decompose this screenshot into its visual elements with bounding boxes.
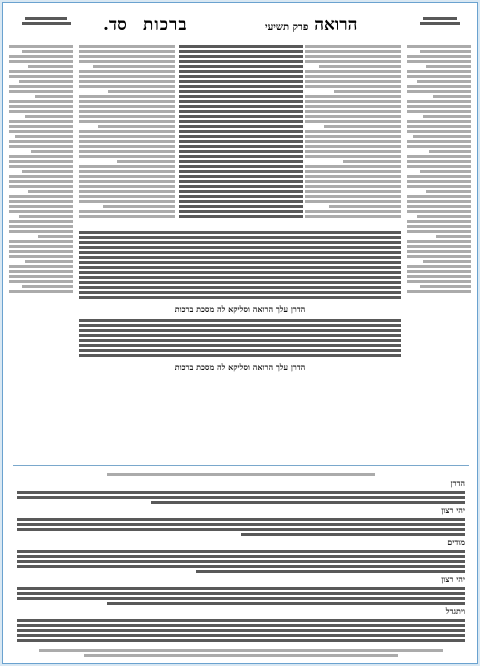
hadran-heading-2: הדרן עלך הרואה וסליקא לה מסכת ברכות [174, 362, 306, 372]
prayer-paragraph [17, 506, 465, 536]
talmud-page [2, 2, 478, 664]
chapter-name: הרואה [314, 15, 358, 35]
prayer-paragraph [17, 479, 465, 504]
page-header [3, 9, 477, 43]
paragraph-heading: יהי רצון [441, 505, 465, 515]
hadran-prayer-section [17, 473, 465, 649]
left-margin-notes [9, 43, 73, 463]
paragraph-heading: מודים [447, 537, 465, 547]
rashi-commentary [305, 43, 401, 223]
tosafot-commentary [79, 43, 175, 223]
chapter-title [265, 15, 357, 35]
prayer-paragraph [17, 575, 465, 605]
paragraph-heading: ויתגדל [445, 606, 465, 616]
prayer-paragraph [17, 607, 465, 642]
divider-line [13, 465, 469, 466]
prayer-paragraph [17, 538, 465, 573]
gemara-continuation [79, 229, 401, 389]
paragraph-heading: הדרן [450, 478, 465, 488]
ein-mishpat-corner [11, 15, 81, 27]
tractate-title: ברכות [143, 15, 188, 35]
paragraph-heading: יהי רצון [441, 574, 465, 584]
center-text-area [79, 43, 401, 463]
daf-number: סד. [103, 15, 127, 35]
masoret-corner [411, 15, 469, 27]
right-margin-notes [407, 43, 471, 463]
gemara-text [179, 43, 303, 223]
chapter-number: פרק תשיעי [265, 22, 309, 33]
hadran-heading-1: הדרן עלך הרואה וסליקא לה מסכת ברכות [174, 304, 306, 314]
footer-notes [17, 649, 465, 657]
